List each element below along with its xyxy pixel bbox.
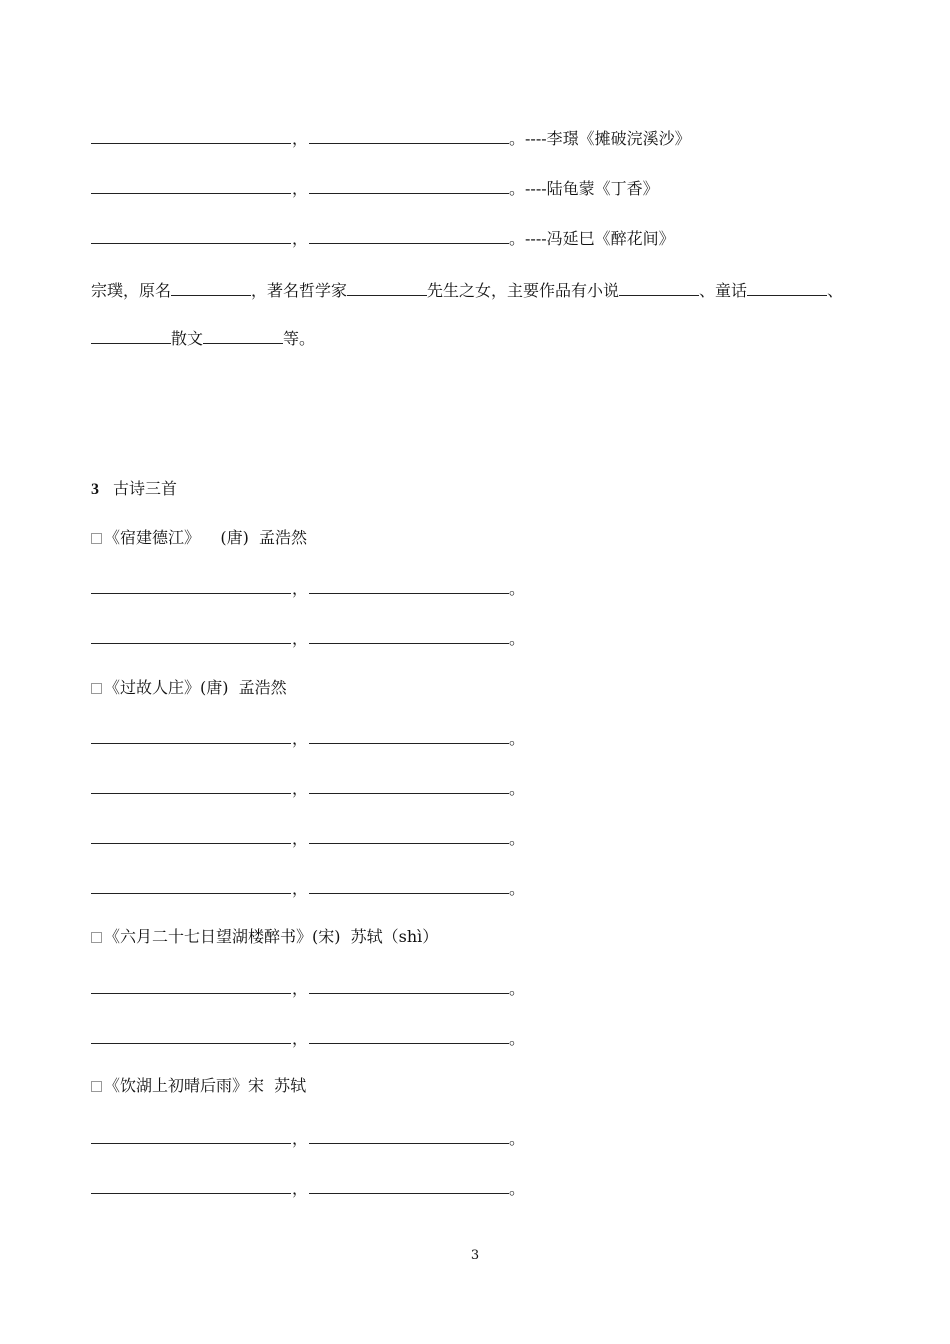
answer-blank[interactable] xyxy=(91,879,291,894)
author-question-line-2: 散文 等。 xyxy=(91,328,315,350)
answer-blank[interactable] xyxy=(309,1129,509,1144)
answer-blank[interactable] xyxy=(309,879,509,894)
answer-blank[interactable] xyxy=(309,579,509,594)
answer-blank[interactable] xyxy=(91,1129,291,1144)
checkbox-icon xyxy=(91,683,102,694)
answer-blank[interactable] xyxy=(91,629,291,644)
poem-fill-line: ， 。 xyxy=(91,878,525,900)
answer-blank[interactable] xyxy=(91,579,291,594)
answer-blank[interactable] xyxy=(619,281,699,296)
poem-fill-line-3: ， 。----冯延巳《醉花间》 xyxy=(91,228,675,250)
answer-blank[interactable] xyxy=(91,779,291,794)
author-question-line-1: 宗璞，原名 ，著名哲学家 先生之女，主要作品有小说 、童话 、 xyxy=(91,281,844,300)
answer-blank[interactable] xyxy=(91,179,291,194)
answer-blank[interactable] xyxy=(91,829,291,844)
poem-title: 《宿建德江》 (唐) 孟浩然 xyxy=(91,527,307,549)
section-heading: 3 古诗三首 xyxy=(91,479,178,498)
answer-blank[interactable] xyxy=(747,281,827,296)
poem-fill-line-2: ， 。----陆龟蒙《丁香》 xyxy=(91,178,659,200)
checkbox-icon xyxy=(91,1081,102,1092)
answer-blank[interactable] xyxy=(347,281,427,296)
poem-title: 《过故人庄》(唐) 孟浩然 xyxy=(91,677,287,699)
answer-blank[interactable] xyxy=(309,129,509,144)
answer-blank[interactable] xyxy=(171,281,251,296)
poem-title: 《六月二十七日望湖楼醉书》(宋) 苏轼（shì） xyxy=(91,926,438,948)
poem-fill-line: ， 。 xyxy=(91,828,525,850)
checkbox-icon xyxy=(91,533,102,544)
poem-fill-line: ， 。 xyxy=(91,1028,525,1050)
poem-fill-line: ， 。 xyxy=(91,978,525,1000)
poem-fill-line: ， 。 xyxy=(91,728,525,750)
answer-blank[interactable] xyxy=(203,329,283,344)
answer-blank[interactable] xyxy=(91,329,171,344)
poem-fill-line: ， 。 xyxy=(91,628,525,650)
answer-blank[interactable] xyxy=(91,979,291,994)
answer-blank[interactable] xyxy=(309,1179,509,1194)
answer-blank[interactable] xyxy=(309,629,509,644)
poem-fill-line: ， 。 xyxy=(91,1128,525,1150)
poem-fill-line-1: ， 。----李璟《摊破浣溪沙》 xyxy=(91,128,691,150)
answer-blank[interactable] xyxy=(91,1179,291,1194)
answer-blank[interactable] xyxy=(91,229,291,244)
answer-blank[interactable] xyxy=(309,1029,509,1044)
answer-blank[interactable] xyxy=(309,829,509,844)
answer-blank[interactable] xyxy=(91,1029,291,1044)
answer-blank[interactable] xyxy=(91,729,291,744)
checkbox-icon xyxy=(91,932,102,943)
answer-blank[interactable] xyxy=(309,179,509,194)
answer-blank[interactable] xyxy=(309,979,509,994)
poem-fill-line: ， 。 xyxy=(91,778,525,800)
answer-blank[interactable] xyxy=(309,729,509,744)
answer-blank[interactable] xyxy=(91,129,291,144)
poem-title: 《饮湖上初晴后雨》宋 苏轼 xyxy=(91,1075,306,1097)
answer-blank[interactable] xyxy=(309,229,509,244)
poem-fill-line: ， 。 xyxy=(91,578,525,600)
page-number: 3 xyxy=(470,1248,480,1263)
poem-fill-line: ， 。 xyxy=(91,1178,525,1200)
answer-blank[interactable] xyxy=(309,779,509,794)
